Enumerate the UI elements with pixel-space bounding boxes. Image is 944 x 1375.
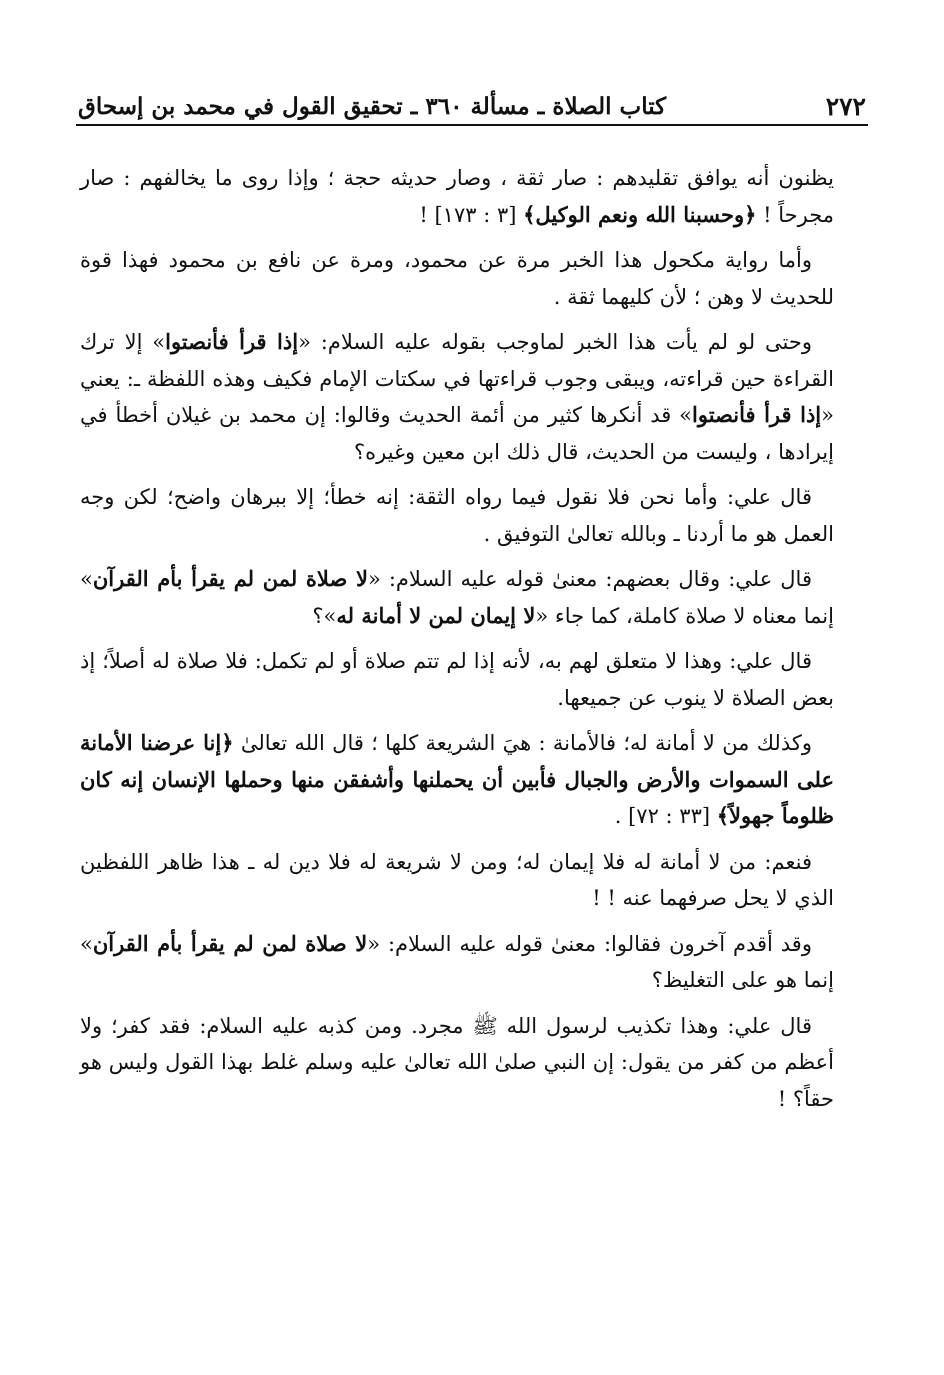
page-header [78, 74, 866, 122]
bold-text-segment: إذا قرأ فأنصتوا [692, 402, 822, 427]
paragraph [80, 242, 834, 315]
paragraph [80, 160, 834, 233]
text-segment: يظنون أنه يوافق تقليدهم : صار ثقة ، وصار حديثه حجة ؛ وإذا روى ما يخالفهم : صار مجرحاً ! [80, 166, 834, 227]
header-rule [76, 124, 868, 126]
paragraph [80, 725, 834, 835]
text-segment: وأما رواية مكحول هذا الخبر مرة عن محمود، ومرة عن نافع بن محمود فهذا قوة للحديث لا وهن ؛ لأن كليهما ثقة . [80, 248, 834, 309]
paragraph [80, 561, 834, 634]
paragraph [80, 844, 834, 917]
paragraph [80, 324, 834, 470]
bold-text-segment: ﴿وحسبنا الله ونعم الوكيل﴾ [523, 201, 757, 227]
text-segment: قال علي: وقال بعضهم: معنىٰ قوله عليه السلام: « [367, 567, 812, 591]
text-segment: وحتى لو لم يأت هذا الخبر لماوجب بقوله عليه السلام: « [298, 330, 812, 354]
text-segment: » إنما هو على التغليظ؟ [80, 931, 834, 992]
text-segment: [٣٣ : ٧٢] . [614, 804, 717, 828]
text-segment: وقد أقدم آخرون فقالوا: معنىٰ قوله عليه السلام: « [367, 931, 812, 956]
paragraph [80, 1008, 834, 1118]
text-segment: [٣ : ١٧٣] ! [419, 202, 524, 227]
text-segment: وكذلك من لا أمانة له؛ فالأمانة : هيَ الشريعة كلها ؛ قال الله تعالىٰ [233, 731, 812, 755]
body-text [80, 160, 834, 1126]
text-segment: فنعم: من لا أمانة له فلا إيمان له؛ ومن لا شريعة له فلا دين له ـ هذا ظاهر اللفظين الذي لا يحل صرفهما عنه ! ! [80, 849, 834, 910]
text-segment: قال علي: وأما نحن فلا نقول فيما رواه الثقة: إنه خطأ؛ إلا ببرهان واضح؛ لكن وجه العمل هو ما أردنا ـ وبالله تعالىٰ التوفيق . [80, 485, 834, 546]
text-segment: قال علي: وهذا لا متعلق لهم به، لأنه إذا لم تتم صلاة أو لم تكمل: فلا صلاة له أصلاً؛ إذ بعض الصلاة لا ينوب عن جميعها. [80, 649, 834, 710]
paragraph [80, 643, 834, 716]
text-segment: » إنما معناه لا صلاة كاملة، كما جاء « [80, 567, 834, 628]
bold-text-segment: إذا قرأ فأنصتوا [165, 329, 299, 354]
text-segment: » قد أنكرها كثير من أئمة الحديث وقالوا: إن محمد بن غيلان أخطأ في إيرادها ، وليست من الحديث، قال ذلك ابن معين وغيره؟ [80, 403, 834, 464]
text-segment: » إلا ترك القراءة حين قراءته، ويبقى وجوب قراءتها في سكتات الإمام فكيف وهذه اللفظة ـ: يعني « [80, 330, 834, 427]
running-title: كتاب الصلاة ـ مسألة ٣٦٠ ـ تحقيق القول في محمد بن إسحاق [78, 93, 667, 120]
bold-text-segment: لا صلاة لمن لم يقرأ بأم القرآن [92, 566, 368, 591]
paragraph [80, 479, 834, 552]
bold-text-segment: لا صلاة لمن لم يقرأ بأم القرآن [92, 930, 368, 956]
bold-text-segment: لا إيمان لمن لا أمانة له [336, 602, 536, 628]
bold-text-segment: ﴿إنا عرضنا الأمانة على السموات والأرض والجبال فأبين أن يحملنها وأشفقن منها وحملها الإنسان إنه كان ظلوماً جهولاً﴾ [80, 730, 834, 828]
text-segment: »؟ [312, 603, 337, 628]
paragraph [80, 926, 834, 999]
page-number: ٢٧٢ [825, 92, 866, 121]
text-segment: قال علي: وهذا تكذيب لرسول الله ﷺ مجرد. ومن كذبه عليه السلام: فقد كفر؛ ولا أعظم من كفر من يقول: إن النبي صلىٰ الله تعالىٰ عليه وسلم غلط بهذا القول وليس هو حقاً؟ ! [80, 1013, 834, 1111]
